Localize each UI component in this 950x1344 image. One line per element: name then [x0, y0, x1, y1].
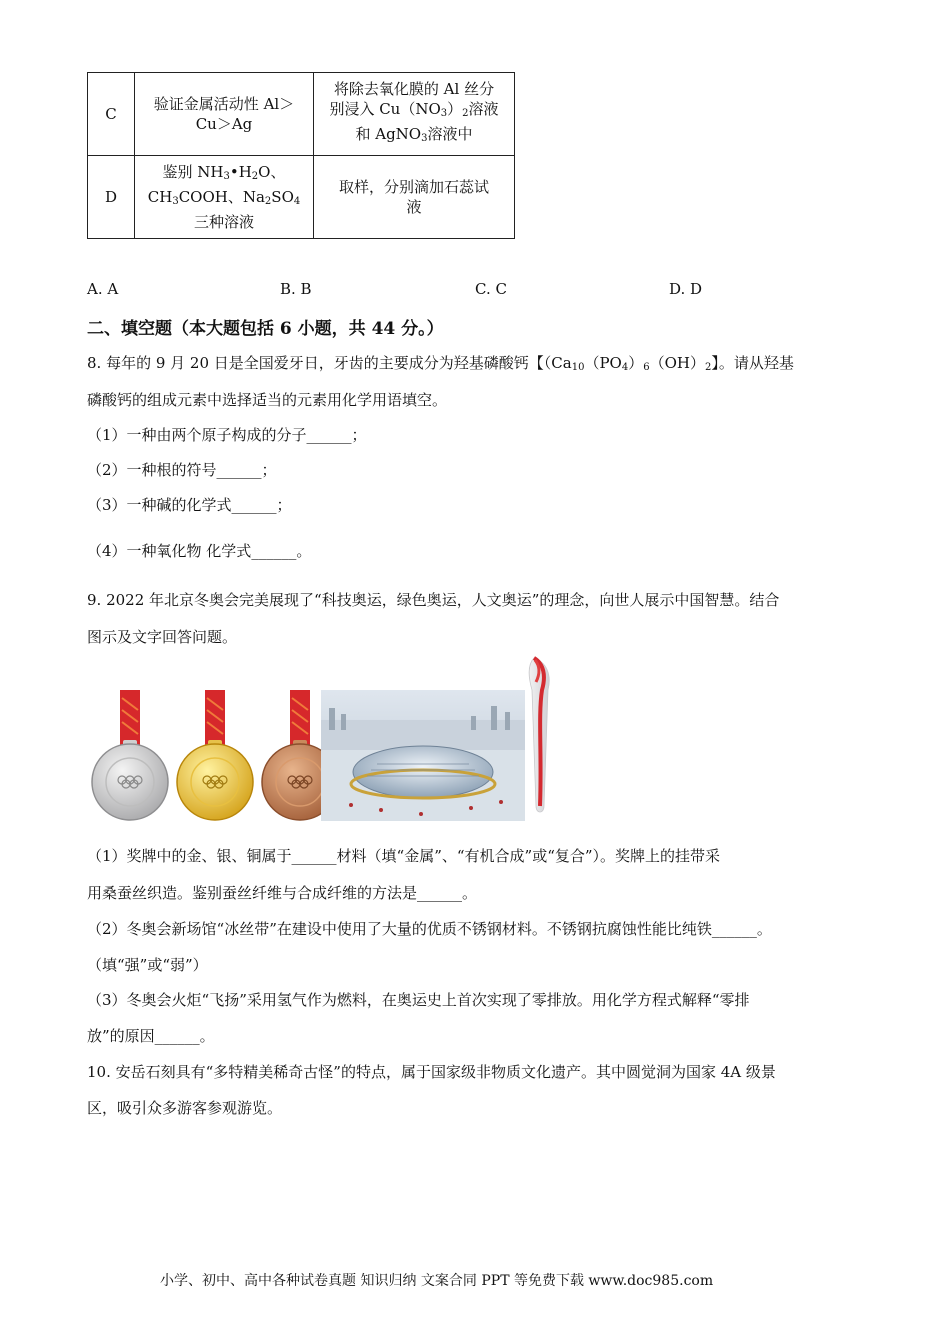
gold-medal-image: [172, 690, 258, 822]
q9-part3-line2: 放”的原因______。: [87, 1027, 215, 1045]
q10-stem-line2: 区，吸引众多游客参观游览。: [87, 1099, 283, 1117]
torch-image: [526, 656, 552, 820]
footer-text: 小学、初中、高中各种试卷真题 知识归纳 文案合同 PPT 等免费下载 www.doc985.com: [160, 1273, 714, 1289]
q8-stem-line1: 8. 每年的 9 月 20 日是全国爱牙日，牙齿的主要成分为羟基磷酸钙【（$Ca_{10}(PO_4)_6(OH)_2$】。请从羟基: [87, 354, 794, 373]
q8-part2: （2）一种根的符号______；: [87, 461, 277, 479]
table-row: [88, 73, 515, 156]
row-method: 将除去氧化膜的 Al 丝分 别浸入 $Cu(NO_3)_2$溶液 和 AgNO$_3$溶液中: [314, 73, 515, 156]
choice-b: B. B: [280, 280, 312, 298]
section-heading: 二、填空题（本大题包括 6 小题，共 44 分。）: [87, 319, 444, 339]
row-purpose: 鉴别 $NH_3•H_2O$、 $CH_3COOH$、$Na_2SO_4$ 三种溶液: [135, 156, 314, 239]
q8-part1: （1）一种由两个原子构成的分子______；: [87, 426, 367, 444]
q10-stem-line1: 10. 安岳石刻具有“多特精美稀奇古怪”的特点，属于国家级非物质文化遗产。其中圆觉洞为国家 4A 级景: [87, 1063, 776, 1081]
q8-part4: （4）一种氧化物 化学式______。: [87, 542, 312, 560]
silver-medal-image: [87, 690, 173, 822]
row-method: 取样，分别滴加石蕊试 液: [314, 156, 515, 239]
q9-stem-line2: 图示及文字回答问题。: [87, 628, 238, 646]
table-row: [88, 156, 515, 239]
q9-part1-line1: （1）奖牌中的金、银、铜属于______材料（填“金属”、“有机合成”或“复合”）。奖牌上的挂带采: [87, 847, 721, 865]
q8-stem-line2: 磷酸钙的组成元素中选择适当的元素用化学用语填空。: [87, 391, 448, 409]
choice-c: C. C: [475, 280, 507, 298]
choice-d: D. D: [669, 280, 703, 298]
choice-a: A. A: [87, 280, 119, 298]
stadium-image: [321, 690, 525, 821]
row-letter: C: [88, 73, 135, 156]
q9-part2-line1: （2）冬奥会新场馆“冰丝带”在建设中使用了大量的优质不锈钢材料。不锈钢抗腐蚀性能比纯铁______。: [87, 920, 772, 938]
row-purpose: 验证金属活动性 Al＞ Cu＞Ag: [135, 73, 314, 156]
q8-part3: （3）一种碱的化学式______；: [87, 496, 292, 514]
q9-part3-line1: （3）冬奥会火炬“飞扬”采用氢气作为燃料，在奥运史上首次实现了零排放。用化学方程式解释“零排: [87, 991, 750, 1009]
q9-part1-line2: 用桑蚕丝织造。鉴别蚕丝纤维与合成纤维的方法是______。: [87, 884, 478, 902]
row-letter: D: [88, 156, 135, 239]
q9-stem-line1: 9. 2022 年北京冬奥会完美展现了“科技奥运，绿色奥运，人文奥运”的理念，向世人展示中国智慧。结合: [87, 591, 780, 609]
q9-part2-line2: （填“强”或“弱”）: [87, 956, 208, 974]
options-table: [87, 72, 515, 239]
